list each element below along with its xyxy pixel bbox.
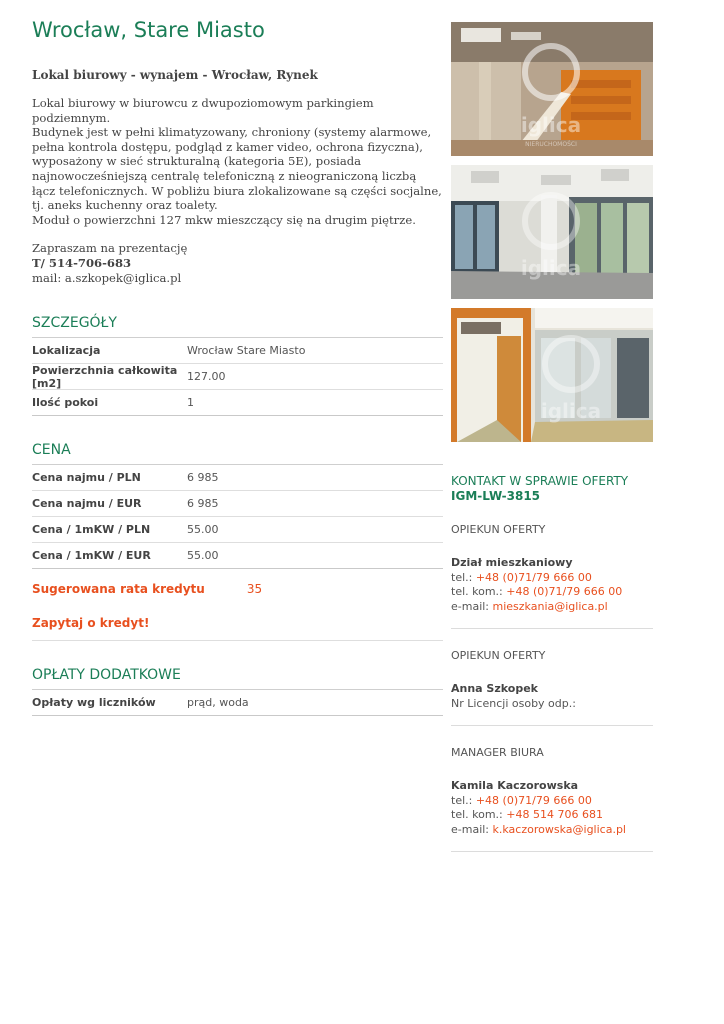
contact-caption: MANAGER BIURA [451, 746, 544, 759]
contact-name: Kamila Kaczorowska [451, 779, 579, 792]
row-label: Lokalizacja [32, 344, 101, 358]
watermark-text: iglica [520, 113, 582, 137]
contact-block [451, 649, 653, 726]
row-label: Cena / 1mKW / EUR [32, 549, 151, 563]
fees-heading: OPŁATY DODATKOWE [32, 667, 443, 690]
description-line: Moduł o powierzchni 127 mkw mieszczący się na drugim piętrze. [32, 212, 416, 227]
ask-credit-link[interactable]: Zapytaj o kredyt! [32, 616, 443, 641]
row-value: 6 985 [187, 471, 219, 485]
contact-email [451, 600, 653, 615]
row-value: Wrocław Stare Miasto [187, 344, 306, 358]
contact-name: Anna Szkopek [451, 682, 538, 695]
row-label: Powierzchnia całkowita [m2] [32, 363, 178, 390]
row-value: 6 985 [187, 497, 219, 511]
email-label: e-mail: [451, 822, 493, 836]
invite-text: Zapraszam na prezentację [32, 241, 188, 256]
contact-heading: KONTAKT W SPRAWIE OFERTY [451, 474, 629, 488]
contact-license: Nr Licencji osoby odp.: [451, 696, 576, 710]
contact-tel [451, 571, 653, 586]
credit-rate [32, 582, 443, 596]
watermark-text: iglica [520, 256, 582, 280]
table-row [32, 690, 443, 716]
contact-caption: OPIEKUN OFERTY [451, 649, 546, 662]
contact-caption: OPIEKUN OFERTY [451, 523, 546, 536]
sidebar [451, 22, 653, 852]
telkom-link[interactable]: +48 (0)71/79 666 00 [506, 585, 623, 598]
credit-rate-label: Sugerowana rata kredytu [32, 582, 205, 597]
watermark-text: iglica [540, 399, 602, 423]
telkom-label: tel. kom.: [451, 585, 507, 598]
table-row [32, 338, 443, 364]
tel-link[interactable]: +48 (0)71/79 666 00 [475, 793, 592, 807]
contact-name: Dział mieszkaniowy [451, 556, 573, 569]
offer-reference: IGM-LW-3815 [451, 489, 541, 503]
tel-label: tel.: [451, 570, 476, 584]
listing-title: Wrocław, Stare Miasto [32, 18, 265, 42]
contact-info [451, 682, 653, 711]
row-label: Cena / 1mKW / PLN [32, 523, 151, 537]
contact-tel [451, 794, 653, 809]
listing-subtitle: Lokal biurowy - wynajem - Wrocław, Rynek [32, 68, 318, 82]
telkom-label: tel. kom.: [451, 808, 507, 821]
row-label: Cena najmu / EUR [32, 497, 142, 511]
description-line: Lokal biurowy w biurowcu z dwupoziomowym parkingiem podziemnym. [32, 96, 374, 125]
contact-block [451, 523, 653, 629]
agent-phone: T/ 514-706-683 [32, 255, 132, 270]
property-photo-2[interactable] [451, 165, 653, 299]
contact-info [451, 779, 653, 837]
listing-contact [32, 241, 443, 285]
contact-telkom [451, 585, 653, 600]
email-link[interactable]: k.kaczorowska@iglica.pl [492, 822, 626, 836]
property-photo-3[interactable] [451, 308, 653, 442]
row-value: 55.00 [187, 549, 219, 563]
tel-label: tel.: [451, 793, 476, 807]
table-row [32, 517, 443, 543]
property-photo-1[interactable] [451, 22, 653, 156]
row-value: prąd, woda [187, 696, 249, 710]
agent-mail: mail: a.szkopek@iglica.pl [32, 270, 182, 285]
listing-description [32, 96, 443, 227]
row-value: 127.00 [187, 370, 226, 384]
email-link[interactable]: mieszkania@iglica.pl [492, 599, 608, 613]
row-value: 55.00 [187, 523, 219, 537]
email-label: e-mail: [451, 599, 493, 613]
table-row [32, 465, 443, 491]
row-label: Ilość pokoi [32, 396, 99, 410]
table-row [32, 364, 443, 390]
watermark-subtext: NIERUCHOMOŚCI [525, 141, 577, 148]
listing-main [32, 16, 443, 716]
table-row [32, 390, 443, 416]
row-value: 1 [187, 396, 194, 410]
credit-rate-value: 35 [246, 582, 263, 597]
description-line: Budynek jest w pełni klimatyzowany, chroniony (systemy alarmowe, pełna kontrola dostępu, podgląd z kamer video, ochrona fizyczna), wyposażony w sieć strukturalną (kategoria 5E), posiada najnowocześniejszą centralę telefoniczną z nieograniczoną liczbą łącz telefonicznych. W pobliżu biura zlokalizowane są części socjalne, tj. aneks kuchenny oraz toalety. [32, 125, 442, 213]
price-heading: CENA [32, 442, 443, 465]
contact-block [451, 746, 653, 852]
table-row [32, 543, 443, 569]
details-heading: SZCZEGÓŁY [32, 315, 443, 338]
telkom-link[interactable]: +48 514 706 681 [506, 808, 603, 821]
row-label: Opłaty wg liczników [32, 696, 156, 710]
tel-link[interactable]: +48 (0)71/79 666 00 [475, 570, 592, 584]
table-row [32, 491, 443, 517]
contact-info [451, 556, 653, 614]
contact-telkom [451, 808, 653, 823]
contact-email [451, 823, 653, 838]
row-label: Cena najmu / PLN [32, 471, 141, 485]
